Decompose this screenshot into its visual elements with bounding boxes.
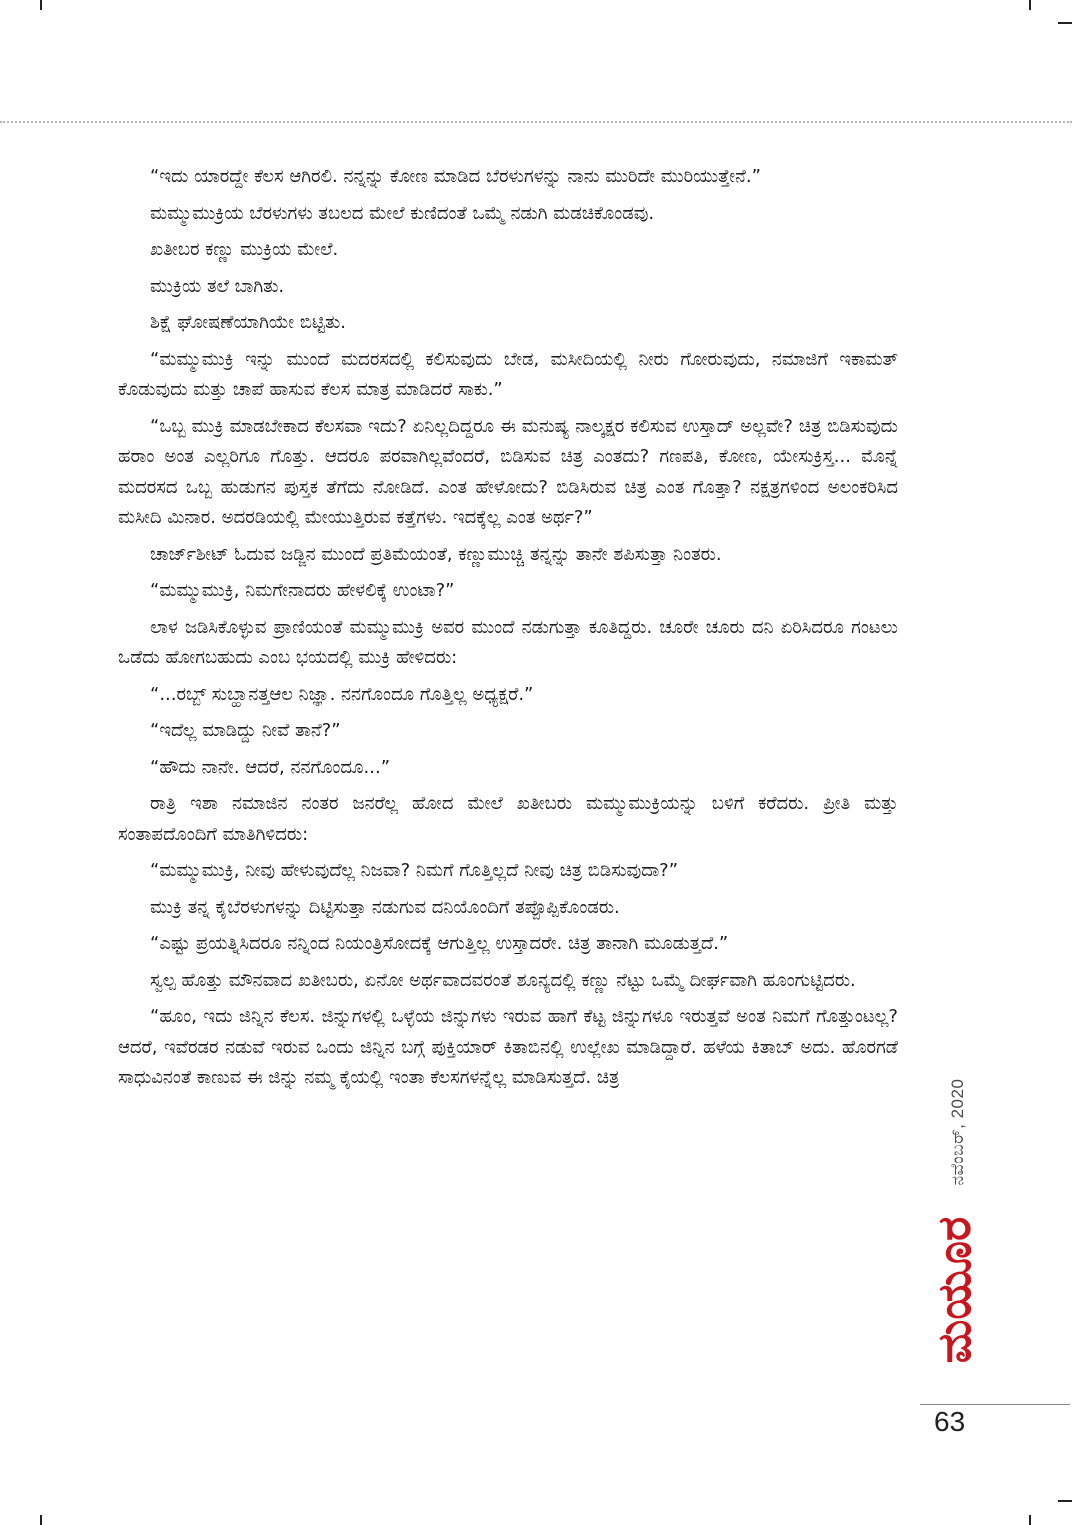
crop-mark-top-left [40,0,42,10]
paragraph: “ಎಷ್ಟು ಪ್ರಯತ್ನಿಸಿದರೂ ನನ್ನಿಂದ ನಿಯಂತ್ರಿಸೋದಕ್ಕೆ ಆಗುತ್ತಿಲ್ಲ ಉಸ್ತಾದರೇ. ಚಿತ್ರ ತಾನಾಗಿ ಮೂಡುತ್ತದೆ.” [150,933,729,954]
paragraph: ಶಿಕ್ಷೆ ಘೋಷಣೆಯಾಗಿಯೇ ಬಿಟ್ಟಿತು. [150,312,346,333]
paragraph: ಸ್ವಲ್ಪ ಹೊತ್ತು ಮೌನವಾದ ಖತೀಬರು, ಏನೋ ಅರ್ಥವಾದವರಂತೆ ಶೂನ್ಯದಲ್ಲಿ ಕಣ್ಣು ನೆಟ್ಟು ಒಮ್ಮೆ ದೀರ್ಘವಾಗಿ ಹೂಂಗುಟ್ಟಿದರು. [150,969,856,991]
paragraph: ಲಾಳ ಜಡಿಸಿಕೊಳ್ಳುವ ಪ್ರಾಣಿಯಂತೆ ಮಮ್ಮುಮುಕ್ರಿ ಅವರ ಮುಂದೆ ನಡುಗುತ್ತಾ ಕೂತಿದ್ದರು. ಚೂರೇ ಚೂರು ದನಿ ಏರಿಸಿದರೂ ಗಂಟಲು ಒಡೆದು ಹೋಗಬಹುದು ಎಂಬ ಭಯದಲ್ಲಿ ಮುಕ್ರಿ ಹೇಳಿದರು: [118,616,898,668]
issue-date: ನವೆಂಬರ್, 2020 [948,1078,967,1186]
crop-mark-bottom-left [40,1515,42,1525]
paragraph: “...ರಬ್ಬ್ ಸುಬ್ಹಾನತ್ತಆಲ ನಿಜ್ಞಾ. ನನಗೊಂದೂ ಗೊತ್ತಿಲ್ಲ ಅಧ್ಯಕ್ಷರೆ.” [150,683,534,705]
paragraph: ಮಮ್ಮುಮುಕ್ರಿಯ ಬೆರಳುಗಳು ತಬಲದ ಮೇಲೆ ಕುಣಿದಂತೆ ಒಮ್ಮೆ ನಡುಗಿ ಮಡಚಿಕೊಂಡವು. [150,202,655,224]
crop-mark-right-upper [1058,22,1072,24]
paragraph: “ಮಮ್ಮುಮುಕ್ರಿ ಇನ್ನು ಮುಂದೆ ಮದರಸದಲ್ಲಿ ಕಲಿಸುವುದು ಬೇಡ, ಮಸೀದಿಯಲ್ಲಿ ನೀರು ಗೋರುವುದು, ನಮಾಜಿಗೆ ಇಕಾಮತ್ ಕೊಡುವುದು ಮತ್ತು ಚಾಪೆ ಹಾಸುವ ಕೆಲಸ ಮಾತ್ರ ಮಾಡಿದರೆ ಸಾಕು.” [118,348,898,400]
paragraph: “ಒಬ್ಬ ಮುಕ್ರಿ ಮಾಡಬೇಕಾದ ಕೆಲಸವಾ ಇದು? ಏನಿಲ್ಲದಿದ್ದರೂ ಈ ಮನುಷ್ಯ ನಾಲ್ಕಕ್ಷರ ಕಲಿಸುವ ಉಸ್ತಾದ್ ಅಲ್ಲವೇ? ಚಿತ್ರ ಬಿಡಿಸುವುದು ಹರಾಂ ಅಂತ ಎಲ್ಲರಿಗೂ ಗೊತ್ತು. ಆದರೂ ಪರವಾಗಿಲ್ಲವೆಂದರೆ, ಬಿಡಿಸುವ ಚಿತ್ರ ಎಂತದು? ಗಣಪತಿ, ಕೋಣ, ಯೇಸುಕ್ರಿಸ್ತ... ಮೊನ್ನೆ ಮದರಸದ ಒಬ್ಬ ಹುಡುಗನ ಪುಸ್ತಕ ತೆಗೆದು ನೋಡಿದೆ. ಎಂತ ಹೇಳೋದು? ಬಿಡಿಸಿರುವ ಚಿತ್ರ ಎಂತ ಗೊತ್ತಾ? ನಕ್ಷತ್ರಗಳಿಂದ ಅಲಂಕರಿಸಿದ ಮಸೀದಿ ಮಿನಾರ. ಅದರಡಿಯಲ್ಲಿ ಮೇಯುತ್ತಿರುವ ಕತ್ತೆಗಳು. ಇದಕ್ಕೆಲ್ಲ ಎಂತ ಅರ್ಥ?” [118,415,898,528]
crop-mark-bottom-right [1029,1515,1031,1525]
paragraph: “ಮಮ್ಮುಮುಕ್ರಿ, ನಿಮಗೇನಾದರು ಹೇಳಲಿಕ್ಕೆ ಉಂಟಾ?” [150,580,455,601]
header-dotted-rule [0,121,1072,123]
paragraph: ಮುಕ್ರಿಯ ತಲೆ ಬಾಗಿತು. [150,275,285,297]
paragraph: “ಹೌದು ನಾನೇ. ಆದರೆ, ನನಗೊಂದೂ...” [150,756,391,778]
magazine-masthead: ಮಯೂರ [927,1216,981,1364]
paragraph: ಮುಕ್ರಿ ತನ್ನ ಕೈಬೆರಳುಗಳನ್ನು ದಿಟ್ಟಿಸುತ್ತಾ ನಡುಗುವ ದನಿಯೊಂದಿಗೆ ತಪ್ಪೊಪ್ಪಿಕೊಂಡರು. [150,896,620,918]
paragraph: ಚಾರ್ಜ್‌ಶೀಟ್ ಓದುವ ಜಡ್ಜಿನ ಮುಂದೆ ಪ್ರತಿಮೆಯಂತೆ, ಕಣ್ಣುಮುಚ್ಚಿ ತನ್ನನ್ನು ತಾನೇ ಶಪಿಸುತ್ತಾ ನಿಂತರು. [150,543,722,565]
article-body [118,162,898,1100]
page-number: 63 [934,1406,966,1437]
paragraph: “ಹೂಂ, ಇದು ಜಿನ್ನಿನ ಕೆಲಸ. ಜಿನ್ನುಗಳಲ್ಲಿ ಒಳ್ಳೆಯ ಜಿನ್ನುಗಳು ಇರುವ ಹಾಗೆ ಕೆಟ್ಟ ಜಿನ್ನುಗಳೂ ಇರುತ್ತವೆ ಅಂತ ನಿಮಗೆ ಗೊತ್ತುಂಟಲ್ಲ? ಆದರೆ, ಇವೆರಡರ ನಡುವೆ ಇರುವ ಒಂದು ಜಿನ್ನಿನ ಬಗ್ಗೆ ಪುಕ್ತಿಯಾರ್ ಕಿತಾಬಿನಲ್ಲಿ ಉಲ್ಲೇಖ ಮಾಡಿದ್ದಾರೆ. ಹಳೆಯ ಕಿತಾಬ್ ಅದು. ಹೊರಗಡೆ ಸಾಧುವಿನಂತೆ ಕಾಣುವ ಈ ಜಿನ್ನು ನಮ್ಮ ಕೈಯಲ್ಲಿ ಇಂತಾ ಕೆಲಸಗಳನ್ನೆಲ್ಲ ಮಾಡಿಸುತ್ತದೆ. ಚಿತ್ರ [118,1006,898,1088]
paragraph: ರಾತ್ರಿ ಇಶಾ ನಮಾಜಿನ ನಂತರ ಜನರೆಲ್ಲ ಹೋದ ಮೇಲೆ ಖತೀಬರು ಮಮ್ಮುಮುಕ್ರಿಯನ್ನು ಬಳಿಗೆ ಕರೆದರು. ಪ್ರೀತಿ ಮತ್ತು ಸಂತಾಪದೊಂದಿಗೆ ಮಾತಿಗಿಳಿದರು: [118,793,898,845]
paragraph: “ಇದು ಯಾರದ್ದೇ ಕೆಲಸ ಆಗಿರಲಿ. ನನ್ನನ್ನು ಕೋಣ ಮಾಡಿದ ಬೆರಳುಗಳನ್ನು ನಾನು ಮುರಿದೇ ಮುರಿಯುತ್ತೇನೆ.” [150,166,761,187]
paragraph: “ಇದೆಲ್ಲ ಮಾಡಿದ್ದು ನೀವೆ ತಾನೆ?” [150,720,341,741]
folio-rule [920,1404,1070,1405]
paragraph: “ಮಮ್ಮುಮುಕ್ರಿ, ನೀವು ಹೇಳುವುದೆಲ್ಲ ನಿಜವಾ? ನಿಮಗೆ ಗೊತ್ತಿಲ್ಲದೆ ನೀವು ಚಿತ್ರ ಬಿಡಿಸುವುದಾ?” [150,860,679,881]
crop-mark-right-lower [1058,1500,1072,1502]
crop-mark-top-right [1029,0,1031,10]
paragraph: ಖತೀಬರ ಕಣ್ಣು ಮುಕ್ರಿಯ ಮೇಲೆ. [150,239,339,260]
